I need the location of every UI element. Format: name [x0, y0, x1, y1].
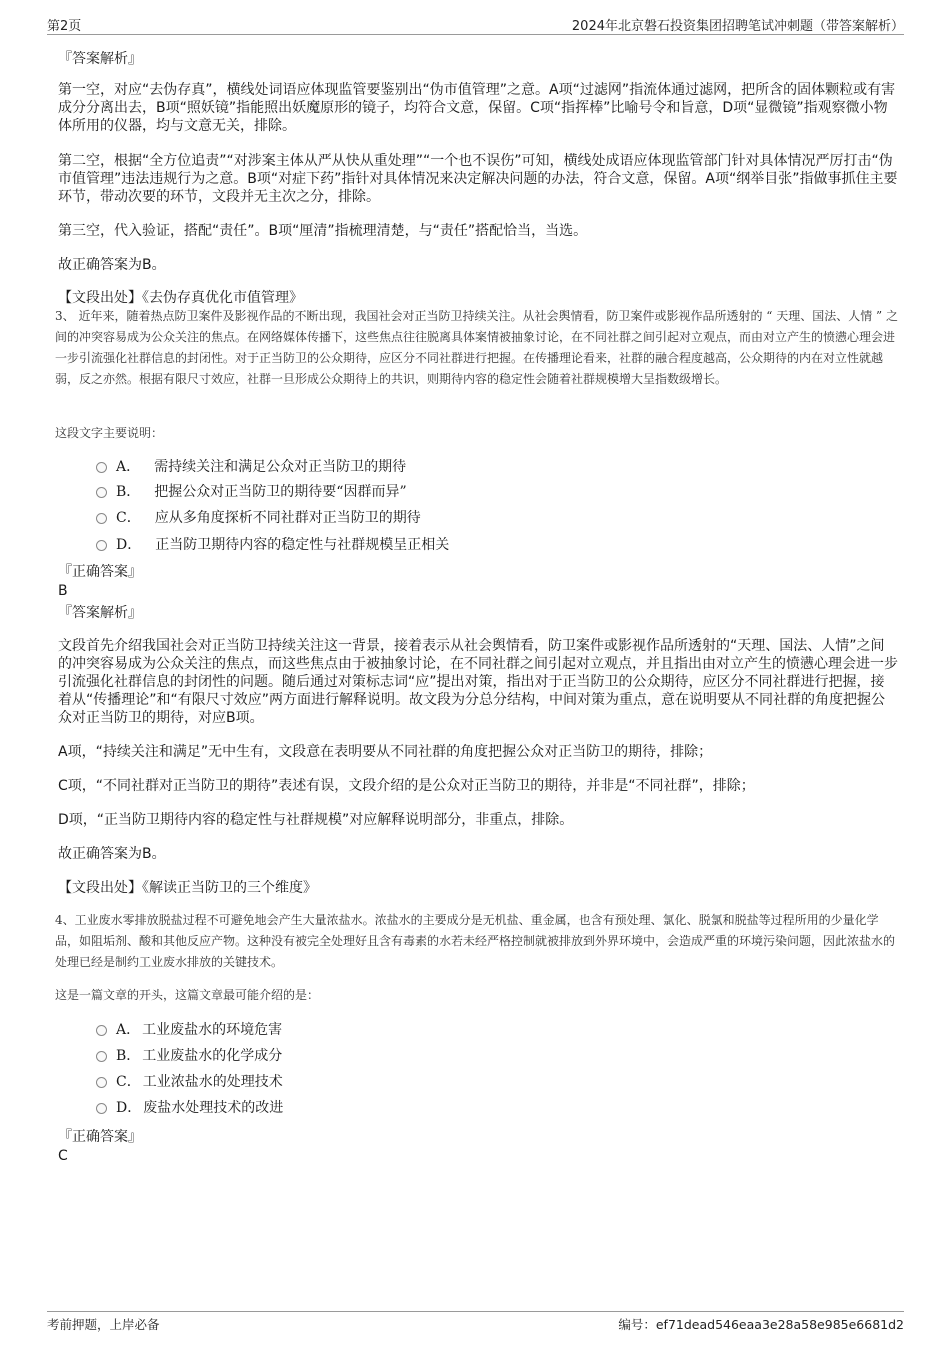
question-stem: 4、工业废水零排放脱盐过程不可避免地会产生大量浓盐水。浓盐水的主要成分是无机盐、重金属，也含有预处理、氯化、脱氯和脱盐等过程所用的少量化学品，如阻垢剂、酸和其他反应产物。这种没有被完全处理好且含有毒素的水若未经严格控制就被排放到外界环境中，会造成严重的环境污染问题，因此浓盐水的处理已经是制约工业废水排放的关键技术。	[55, 913, 896, 969]
option-b[interactable]: B． 把握公众对正当防卫的期待要“因群而异”	[96, 482, 407, 502]
passage-source: 【文段出处】《解读正当防卫的三个维度》	[58, 880, 317, 896]
radio-button[interactable]	[96, 540, 107, 551]
question-stem: 3、 近年来，随着热点防卫案件及影视作品的不断出现，我国社会对正当防卫持续关注。从社会舆情看，防卫案件或影视作品所透射的 “ 天理、国法、人情 ” 之间的冲突容易成为公众关注的焦点。在网络媒体传播下，这些焦点往往脱离具体案情被抽象讨论，在不同社群之间引起对立观点，而由对立产生的愤懑心理会进一步引流强化社群信息的封闭性。对于正当防卫的公众期待，应区分不同社群进行把握。在传播理论看来，社群的融合程度越高，公众期待的内在对立性就越弱，反之亦然。根据有限尺寸效应，社群一旦形成公众期待上的共识，则期待内容的稳定性会随着社群规模增大呈指数级增长。	[55, 309, 898, 386]
page-footer	[47, 1311, 904, 1334]
option-b[interactable]: B． 工业废盐水的化学成分	[96, 1046, 282, 1066]
option-a[interactable]: A． 需持续关注和满足公众对正当防卫的期待	[96, 457, 406, 477]
radio-button[interactable]	[96, 1103, 107, 1114]
correct-answer-label: 『正确答案』	[58, 1129, 142, 1145]
option-d[interactable]: D． 正当防卫期待内容的稳定性与社群规模呈正相关	[96, 535, 449, 555]
passage-source: 【文段出处】《去伪存真优化市值管理》	[58, 290, 303, 306]
analysis-paragraph: C项，“不同社群对正当防卫的期待”表述有误，文段介绍的是公众对正当防卫的期待，并非是“不同社群”，排除；	[58, 778, 755, 794]
analysis-paragraph: D项，“正当防卫期待内容的稳定性与社群规模”对应解释说明部分，非重点，排除。	[58, 812, 574, 828]
radio-button[interactable]	[96, 487, 107, 498]
page-header	[47, 14, 904, 35]
analysis-paragraph: 第一空，对应“去伪存真”，横线处词语应体现监管要鉴别出“伪市值管理”之意。A项“过滤网”指流体通过滤网，把所含的固体颗粒或有害成分分离出去，B项“照妖镜”指能照出妖魔原形的镜子，均符合文意，保留。C项“指挥棒”比喻号令和旨意，D项“显微镜”指观察微小物体所用的仪器，均与文意无关，排除。	[58, 82, 896, 134]
radio-button[interactable]	[96, 1051, 107, 1062]
analysis-label: 『答案解析』	[58, 605, 142, 621]
radio-button[interactable]	[96, 1077, 107, 1088]
correct-answer: C	[58, 1148, 68, 1164]
radio-button[interactable]	[96, 1025, 107, 1036]
option-c[interactable]: C． 应从多角度探析不同社群对正当防卫的期待	[96, 508, 421, 528]
analysis-paragraph: 第三空，代入验证，搭配“责任”。B项“厘清”指梳理清楚，与“责任”搭配恰当，当选。	[58, 223, 588, 239]
analysis-label: 『答案解析』	[58, 51, 142, 67]
analysis-paragraph: 第二空，根据“全方位追责”“对涉案主体从严从快从重处理”“一个也不误伤”可知，横线处成语应体现监管部门针对具体情况严厉打击“伪市值管理”违法违规行为之意。B项“对症下药”指针对具体情况来决定解决问题的办法，符合文意，保留。A项“纲举目张”指做事抓住主要环节，带动次要的环节，文段并无主次之分，排除。	[58, 153, 898, 205]
radio-button[interactable]	[96, 513, 107, 524]
radio-button[interactable]	[96, 462, 107, 473]
question-prompt: 这是一篇文章的开头，这篇文章最可能介绍的是：	[55, 988, 320, 1002]
analysis-paragraph: A项，“持续关注和满足”无中生有，文段意在表明要从不同社群的角度把握公众对正当防卫的期待，排除；	[58, 744, 713, 760]
analysis-paragraph: 文段首先介绍我国社会对正当防卫持续关注这一背景，接着表示从社会舆情看，防卫案件或影视作品所透射的“天理、国法、人情”之间的冲突容易成为公众关注的焦点，而这些焦点由于被抽象讨论，在不同社群之间引起对立观点，并且指出由对立产生的愤懑心理会进一步引流强化社群信息的封闭性的问题。随后通过对策标志词“应”提出对策，指出对于正当防卫的公众期待，应区分不同社群进行把握，接着从“传播理论”和“有限尺寸效应”两方面进行解释说明。故文段为分总分结构，中间对策为重点，意在说明要从不同社群的角度把握公众对正当防卫的期待，对应B项。	[58, 638, 898, 726]
answer-conclusion: 故正确答案为B。	[58, 257, 166, 273]
correct-answer-label: 『正确答案』	[58, 564, 142, 580]
page-number: 第2页	[47, 19, 82, 34]
document-id: 编号：ef71dead546eaa3e28a58e985e6681d2	[618, 1317, 904, 1332]
option-a[interactable]: A． 工业废盐水的环境危害	[96, 1020, 282, 1040]
option-d[interactable]: D． 废盐水处理技术的改进	[96, 1098, 283, 1118]
document-title: 2024年北京磐石投资集团招聘笔试冲刺题（带答案解析）	[571, 19, 904, 34]
question-prompt: 这段文字主要说明：	[55, 426, 164, 440]
answer-conclusion: 故正确答案为B。	[58, 846, 166, 862]
correct-answer: B	[58, 583, 68, 599]
option-c[interactable]: C． 工业浓盐水的处理技术	[96, 1072, 283, 1092]
footer-slogan: 考前押题，上岸必备	[47, 1317, 160, 1332]
